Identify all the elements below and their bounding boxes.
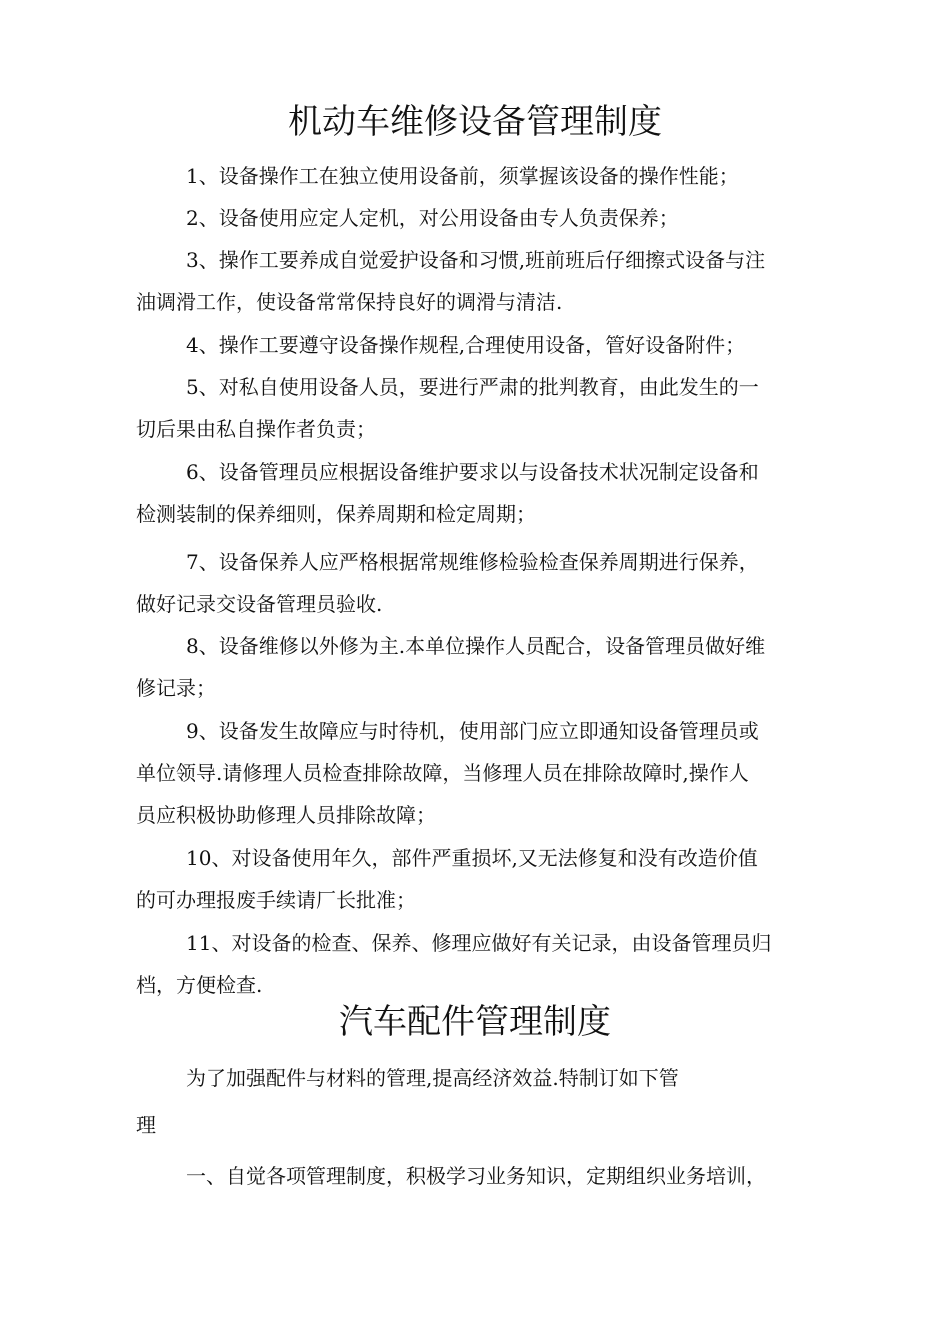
s1-line-20: 档，方便检查. [136,973,263,997]
s1-line-12: 8、设备维修以外修为主.本单位操作人员配合，设备管理员做好维 [186,634,766,658]
s2-line-1: 为了加强配件与材料的管理,提高经济效益.特制订如下管 [186,1066,679,1090]
s1-line-10: 7、设备保养人应严格根据常规维修检验检查保养周期进行保养， [186,550,759,574]
s1-line-17: 10、对设备使用年久，部件严重损坏,又无法修复和没有改造价值 [186,846,758,870]
s1-line-2: 2、设备使用应定人定机，对公用设备由专人负责保养； [186,206,679,230]
s1-line-16: 员应积极协助修理人员排除故障； [136,803,436,827]
s2-line-3: 一、自觉各项管理制度，积极学习业务知识，定期组织业务培训， [186,1164,766,1188]
section2-title: 汽车配件管理制度 [339,1002,611,1042]
s1-line-3: 3、操作工要养成自觉爱护设备和习惯,班前班后仔细擦式设备与注 [186,248,766,272]
s1-line-14: 9、设备发生故障应与时待机，使用部门应立即通知设备管理员或 [186,719,759,743]
s1-line-11: 做好记录交设备管理员验收. [136,592,383,616]
s2-line-2: 理 [136,1113,156,1137]
s1-line-6: 5、对私自使用设备人员，要进行严肃的批判教育，由此发生的一 [186,375,759,399]
s1-line-9: 检测装制的保养细则，保养周期和检定周期； [136,502,536,526]
s1-line-8: 6、设备管理员应根据设备维护要求以与设备技术状况制定设备和 [186,460,759,484]
s1-line-18: 的可办理报废手续请厂长批准； [136,888,416,912]
s1-line-19: 11、对设备的检查、保养、修理应做好有关记录，由设备管理员归 [186,931,772,955]
s1-line-15: 单位领导.请修理人员检查排除故障，当修理人员在排除故障时,操作人 [136,761,749,785]
s1-line-1: 1、设备操作工在独立使用设备前，须掌握该设备的操作性能； [186,164,739,188]
section1-title: 机动车维修设备管理制度 [288,102,662,142]
s1-line-13: 修记录； [136,676,216,700]
s1-line-5: 4、操作工要遵守设备操作规程,合理使用设备，管好设备附件； [186,333,746,357]
s1-line-4: 油调滑工作，使设备常常保持良好的调滑与清洁. [136,290,563,314]
s1-line-7: 切后果由私自操作者负责； [136,417,376,441]
